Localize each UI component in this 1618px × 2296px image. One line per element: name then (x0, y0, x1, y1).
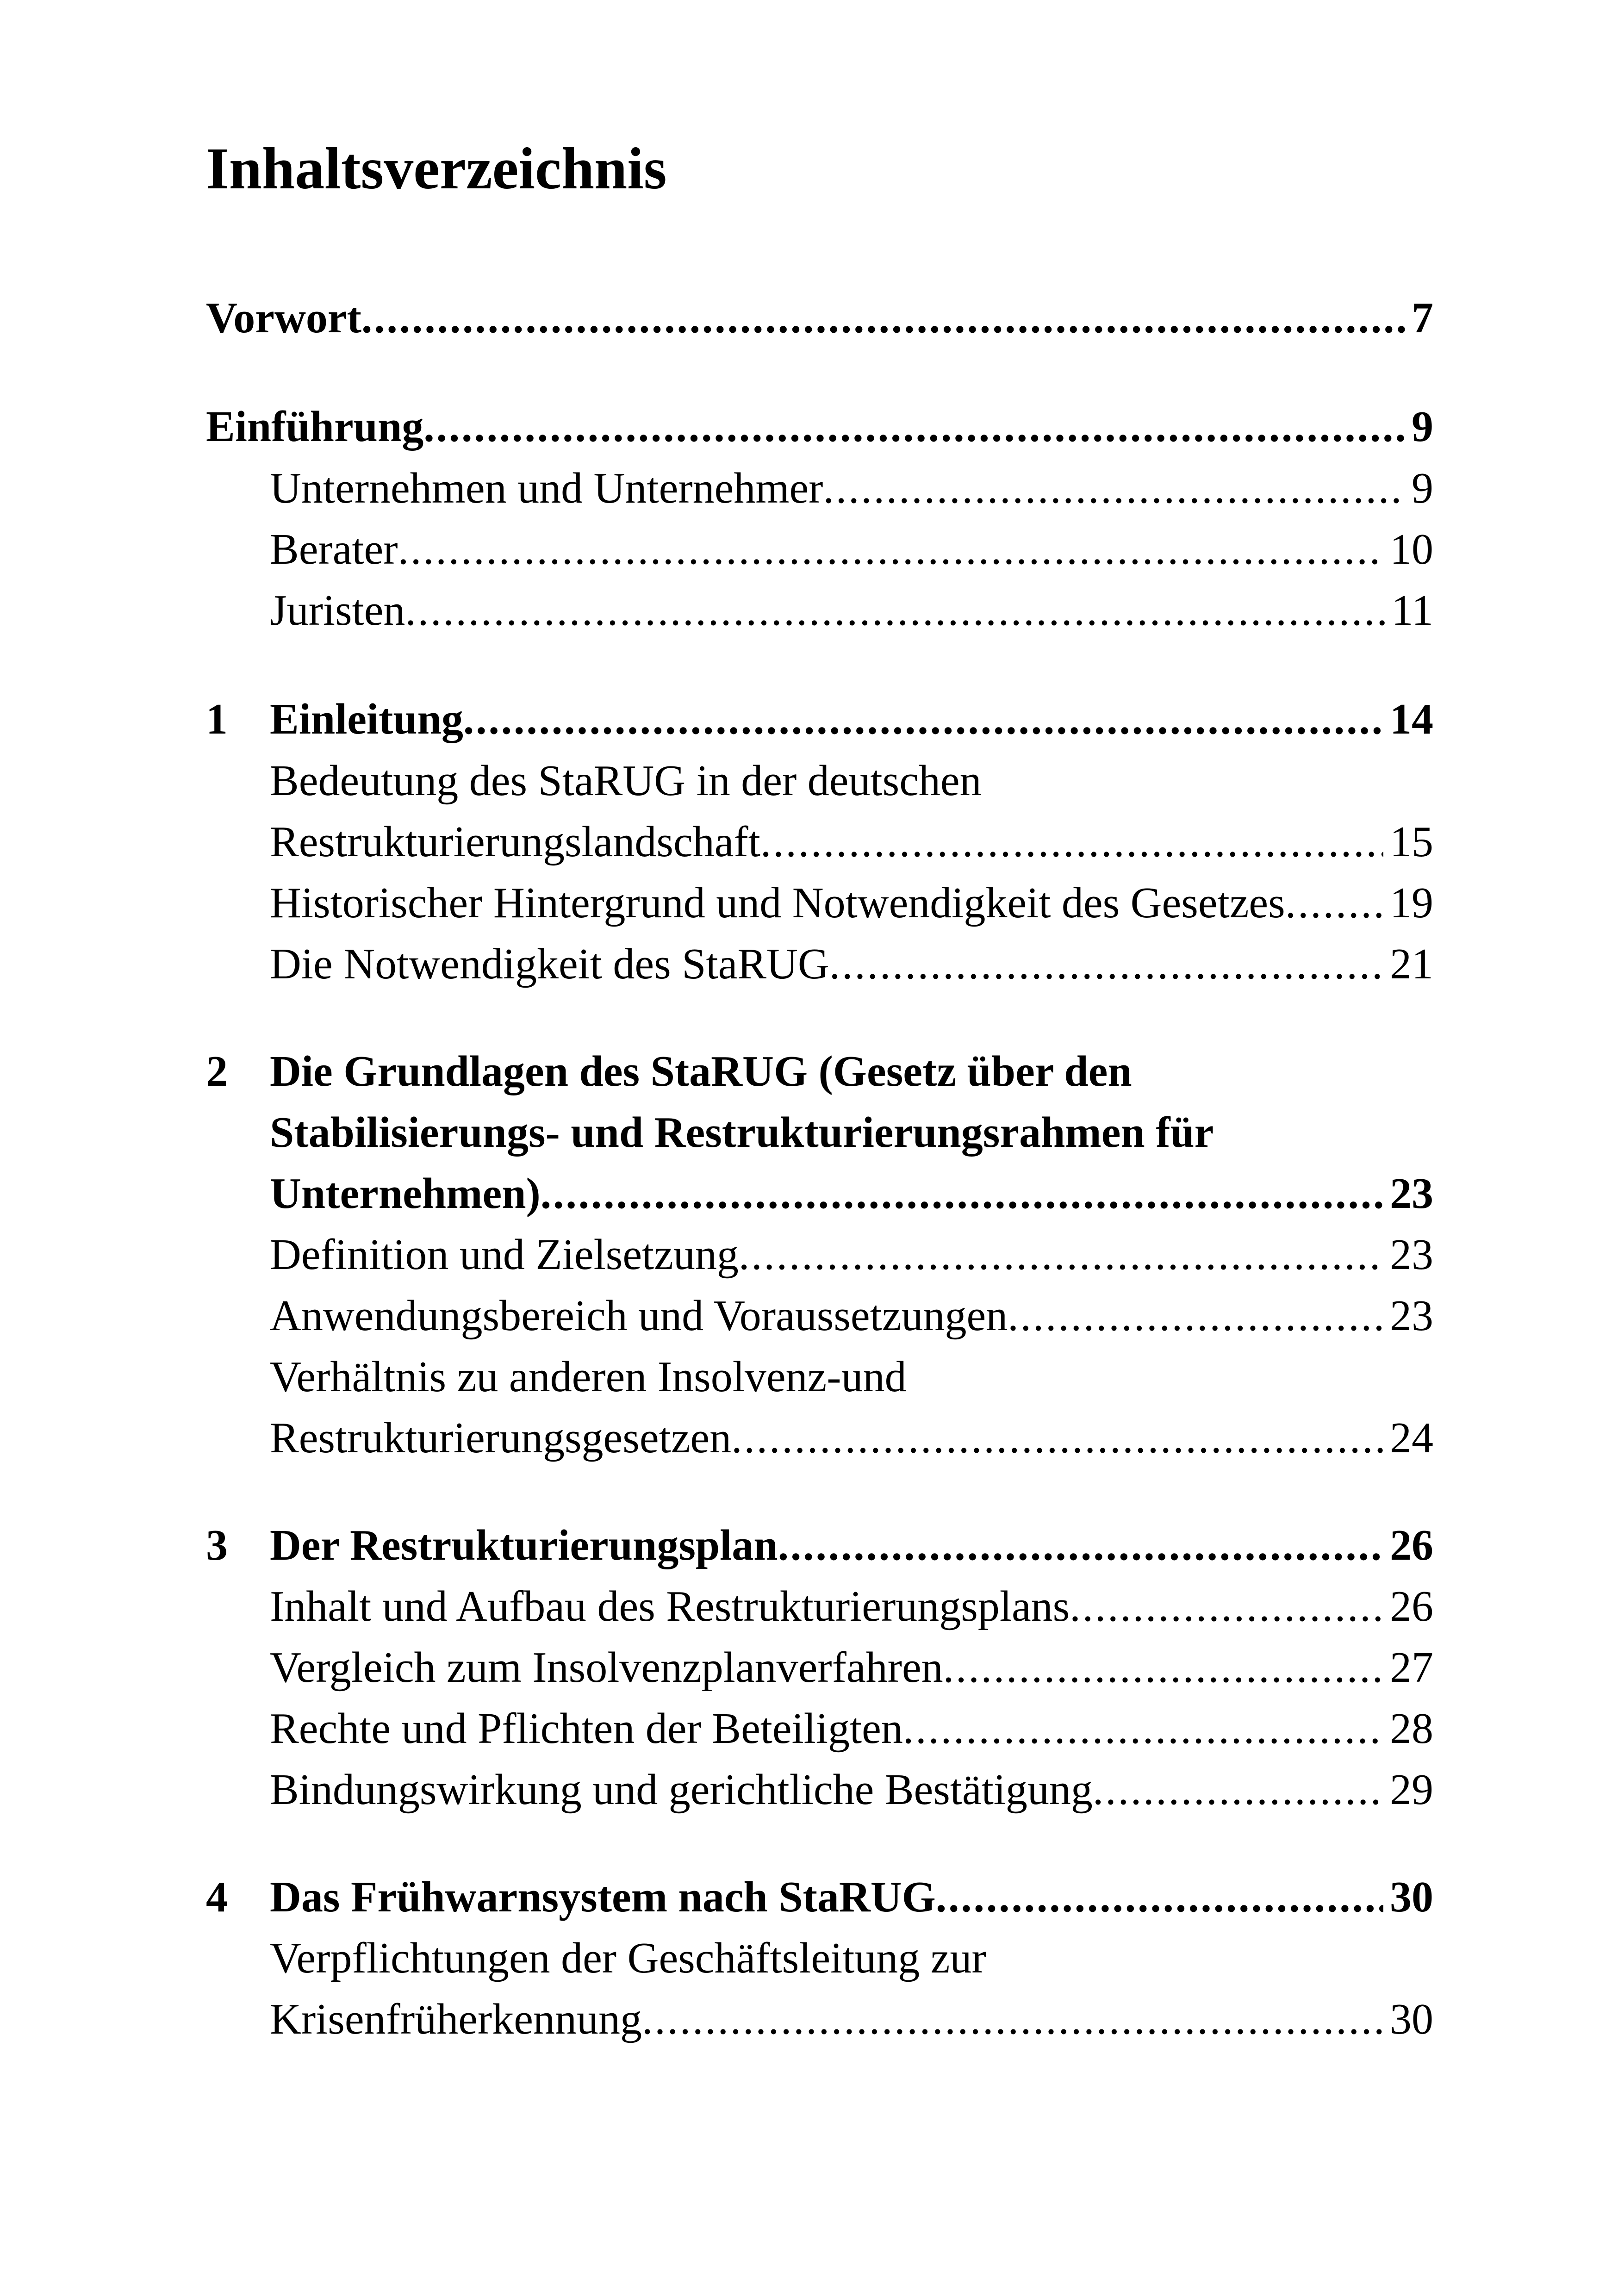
toc-page-number: 26 (1390, 1521, 1433, 1569)
toc-subentry (206, 942, 1433, 1012)
toc-chapter-number: 1 (206, 695, 228, 743)
toc-entry-text: Juristen (270, 586, 405, 635)
toc-page-number: 24 (1390, 1414, 1433, 1462)
toc-entry-text: Unternehmen) (270, 1170, 541, 1218)
toc-page-number: 23 (1390, 1170, 1433, 1218)
toc-page-number: 9 (1412, 403, 1433, 451)
toc-page-number: 21 (1390, 940, 1433, 988)
toc-leader-dots (778, 1524, 1383, 1567)
toc-page-number: 23 (1390, 1231, 1433, 1279)
toc-page-number: 11 (1391, 586, 1433, 635)
toc-chapter-number: 2 (206, 1047, 228, 1095)
toc-chapter-number: 3 (206, 1521, 228, 1569)
toc-entry-text: Die Grundlagen des StaRUG (Gesetz über den (270, 1047, 1132, 1095)
toc-page-number: 30 (1390, 1873, 1433, 1921)
toc-entry-text: Berater (270, 525, 398, 573)
toc-page-number: 29 (1390, 1766, 1433, 1814)
toc-leader-dots (739, 1233, 1383, 1276)
toc-entry-text: Rechte und Pflichten der Beteiligten (270, 1705, 903, 1753)
toc-entry-text: Bedeutung des StaRUG in der deutschen (270, 757, 982, 805)
toc-entry-text: Die Notwendigkeit des StaRUG (270, 940, 829, 988)
toc-entry-text: Das Frühwarnsystem nach StaRUG (270, 1873, 936, 1921)
toc-leader-dots (1285, 881, 1383, 925)
toc-page-number: 15 (1390, 818, 1433, 866)
page-title: Inhaltsverzeichnis (206, 136, 667, 201)
toc-leader-dots (398, 528, 1383, 571)
toc-page-number: 27 (1390, 1643, 1433, 1692)
toc-page-number: 30 (1390, 1995, 1433, 2043)
toc-leader-dots (463, 697, 1383, 741)
toc-entry-text: Unternehmen und Unternehmer (270, 464, 823, 512)
toc-leader-dots (829, 942, 1383, 986)
toc-leader-dots (903, 1707, 1383, 1750)
toc-entry-text: Restrukturierungslandschaft (270, 818, 760, 866)
toc-page-number: 26 (1390, 1582, 1433, 1630)
toc-entry-vorwort (206, 296, 1433, 366)
toc-page-number: 14 (1390, 695, 1433, 743)
toc-page-number: 10 (1390, 525, 1433, 573)
toc-entry-text: Verhältnis zu anderen Insolvenz-und (270, 1353, 907, 1401)
toc-leader-dots (760, 820, 1383, 864)
toc-entry-text: Einführung (206, 403, 424, 451)
toc-leader-dots (361, 296, 1405, 340)
toc-entry-text: Inhalt und Aufbau des Restrukturierungsplans (270, 1582, 1070, 1630)
toc-entry-text: Bindungswirkung und gerichtliche Bestätigung (270, 1766, 1093, 1814)
toc-entry-text: Verpflichtungen der Geschäftsleitung zur (270, 1934, 986, 1982)
toc-page-number: 28 (1390, 1705, 1433, 1753)
toc-subentry (206, 586, 1433, 658)
toc-leader-dots (423, 405, 1405, 448)
toc-entry-text: Definition und Zielsetzung (270, 1231, 739, 1279)
toc-entry-text: Einleitung (270, 695, 463, 743)
toc-leader-dots (1008, 1294, 1383, 1338)
toc-entry-text: Vergleich zum Insolvenzplanverfahren (270, 1643, 943, 1692)
toc-entry-text: Krisenfrüherkennung (270, 1995, 642, 2043)
toc-leader-dots (541, 1172, 1383, 1215)
toc-subentry (206, 1997, 1433, 2067)
toc-subentry (206, 1416, 1433, 1486)
toc-page-number: 9 (1412, 464, 1433, 512)
toc-leader-dots (823, 467, 1405, 510)
toc-page-number: 19 (1390, 879, 1433, 927)
toc-leader-dots (642, 1997, 1383, 2041)
toc-page-number: 23 (1390, 1292, 1433, 1340)
toc-entry-text: Historischer Hintergrund und Notwendigkeit des Gesetzes (270, 879, 1285, 927)
toc-entry-text: Stabilisierungs- und Restrukturierungsrahmen für (270, 1108, 1214, 1157)
toc-leader-dots (936, 1875, 1383, 1919)
toc-leader-dots (943, 1646, 1383, 1689)
toc-chapter-number: 4 (206, 1873, 228, 1921)
toc-entry-text: Anwendungsbereich und Voraussetzungen (270, 1292, 1008, 1340)
toc-leader-dots (405, 589, 1385, 632)
toc-leader-dots (1070, 1585, 1383, 1628)
toc-subentry (206, 1768, 1433, 1837)
toc-entry-text: Vorwort (206, 294, 361, 342)
toc-entry-text: Restrukturierungsgesetzen (270, 1414, 732, 1462)
toc-leader-dots (1093, 1768, 1383, 1811)
toc-entry-text: Der Restrukturierungsplan (270, 1521, 778, 1569)
toc-leader-dots (731, 1416, 1383, 1460)
toc-page-number: 7 (1412, 294, 1433, 342)
